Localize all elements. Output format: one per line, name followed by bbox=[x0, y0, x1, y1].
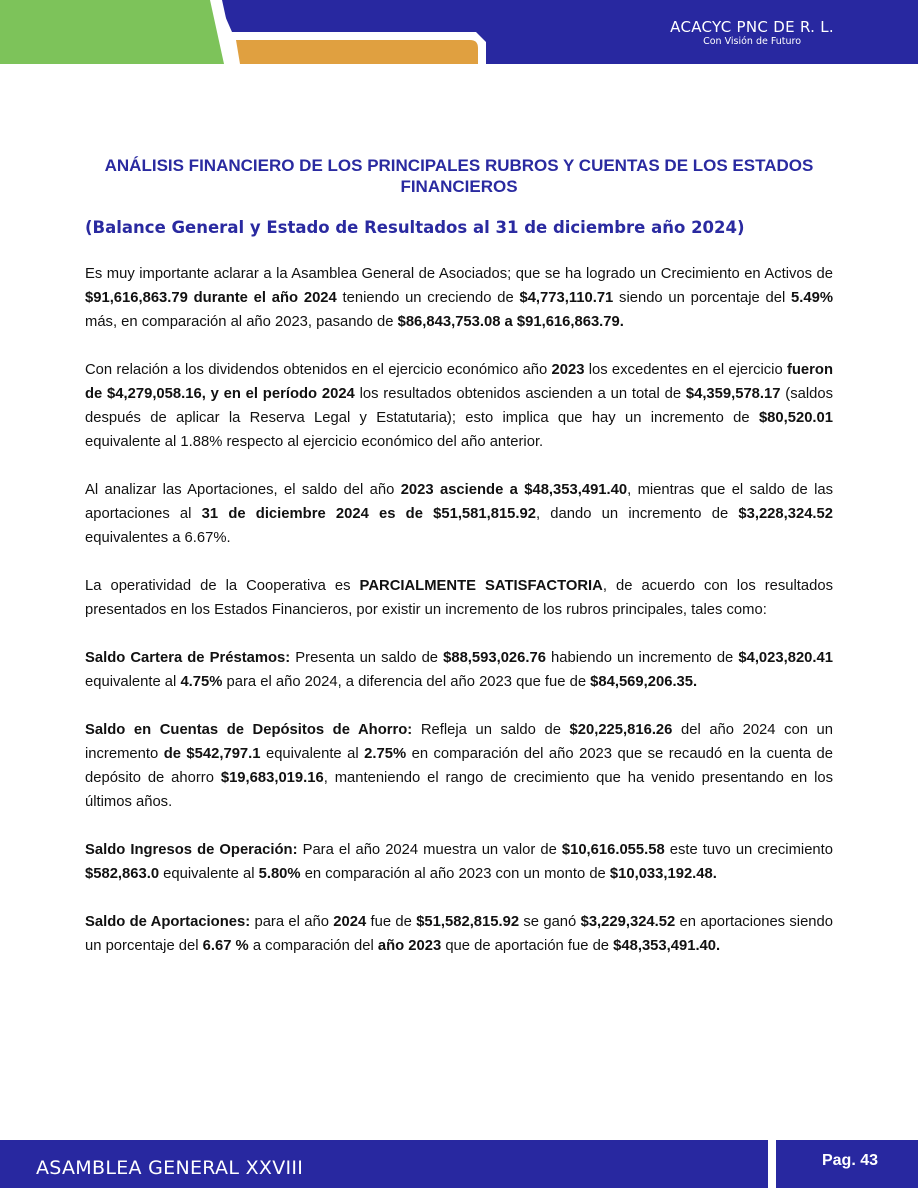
body-paragraph bbox=[85, 358, 833, 454]
text-run: los excedentes en el ejercicio bbox=[584, 362, 787, 378]
bold-text: $582,863.0 bbox=[85, 866, 160, 882]
bold-text: $4,359,578.17 bbox=[685, 386, 781, 402]
brand bbox=[670, 18, 834, 48]
text-run: se ganó bbox=[519, 914, 581, 930]
text-run: La operatividad de la Cooperativa es bbox=[85, 578, 360, 594]
bold-text: PARCIALMENTE SATISFACTORIA bbox=[359, 578, 603, 594]
bold-text: $91,616,863.79 durante el año 2024 bbox=[85, 290, 337, 306]
text-run: teniendo un creciendo de bbox=[336, 290, 520, 306]
text-run: Al analizar las Aportaciones, el saldo del año bbox=[85, 482, 401, 498]
footer-assembly-title: ASAMBLEA GENERAL XXVIII bbox=[36, 1157, 304, 1179]
text-run: siendo un porcentaje del bbox=[613, 290, 792, 306]
text-run: en comparación del año 2023 que se recaudó en la cuenta de depósito de ahorro bbox=[85, 746, 834, 786]
bold-text: Saldo Cartera de Préstamos: bbox=[85, 650, 291, 666]
text-run: equivalente al 1.88% respecto al ejercicio económico del año anterior. bbox=[85, 434, 544, 450]
body-paragraph bbox=[85, 646, 833, 694]
text-run: Con relación a los dividendos obtenidos en el ejercicio económico año bbox=[85, 362, 552, 378]
bold-text: $20,225,816.26 bbox=[569, 722, 673, 738]
bold-text: Saldo en Cuentas de Depósitos de Ahorro: bbox=[85, 722, 413, 738]
text-run: , manteniendo el rango de crecimiento que ha venido presentando en los últimos años. bbox=[85, 770, 833, 810]
text-run: en aportaciones siendo un porcentaje del bbox=[85, 914, 833, 954]
header-green-shape bbox=[0, 0, 224, 64]
bold-text: $80,520.01 bbox=[758, 410, 833, 426]
bold-text: $10,616.055.58 bbox=[561, 842, 665, 858]
bold-text: $4,023,820.41 bbox=[738, 650, 833, 666]
text-run: equivalente al bbox=[85, 674, 181, 690]
bold-text: 4.75% bbox=[180, 674, 223, 690]
brand-tagline: Con Visión de Futuro bbox=[703, 36, 802, 47]
text-run: Es muy importante aclarar a la Asamblea General de Asociados; que se ha logrado un Crecimiento en Activos de bbox=[85, 266, 833, 282]
bold-text: $88,593,026.76 bbox=[443, 650, 546, 666]
brand-name: ACACYC PNC DE R. L. bbox=[670, 18, 834, 36]
text-run: este tuvo un crecimiento bbox=[664, 842, 833, 858]
bold-text: 2023 asciende a $48,353,491.40 bbox=[400, 482, 628, 498]
body-paragraph bbox=[85, 718, 833, 814]
bold-text: 2024 bbox=[333, 914, 367, 930]
footer-white-divider bbox=[768, 1140, 776, 1188]
bold-text: 31 de diciembre 2024 es de $51,581,815.92 bbox=[201, 506, 536, 522]
body-paragraph bbox=[85, 574, 833, 622]
text-run: para el año bbox=[250, 914, 334, 930]
text-run: , dando un incremento de bbox=[536, 506, 739, 522]
bold-text: 2.75% bbox=[364, 746, 407, 762]
bold-text: de $542,797.1 bbox=[163, 746, 261, 762]
page-subtitle: (Balance General y Estado de Resultados al 31 de diciembre año 2024) bbox=[85, 218, 745, 237]
header-orange-shape bbox=[236, 40, 478, 64]
text-run: equivalente al bbox=[159, 866, 259, 882]
report-body bbox=[85, 262, 833, 982]
bold-text: 5.49% bbox=[791, 290, 834, 306]
text-run: a comparación del bbox=[248, 938, 378, 954]
text-run: , de acuerdo con los resultados presentados en los Estados Financieros, por existir un incremento de los rubros principales, tales como: bbox=[85, 578, 834, 618]
text-run: habiendo un incremento de bbox=[545, 650, 739, 666]
text-run: equivalente al bbox=[260, 746, 365, 762]
bold-text: $3,229,324.52 bbox=[580, 914, 676, 930]
text-run: Refleja un saldo de bbox=[412, 722, 570, 738]
bold-text: $3,228,324.52 bbox=[738, 506, 834, 522]
body-paragraph bbox=[85, 910, 833, 958]
bold-text: $19,683,019.16 bbox=[220, 770, 324, 786]
body-paragraph bbox=[85, 262, 833, 334]
text-run: más, en comparación al año 2023, pasando de bbox=[85, 314, 398, 330]
page-title: ANÁLISIS FINANCIERO DE LOS PRINCIPALES RUBROS Y CUENTAS DE LOS ESTADOS FINANCIEROS bbox=[104, 156, 814, 196]
bold-text: año 2023 bbox=[377, 938, 442, 954]
page-number: Pag. 43 bbox=[821, 1152, 879, 1169]
bold-text: fueron de $4,279,058.16, y en el período 2024 bbox=[85, 362, 833, 402]
bold-text: $10,033,192.48. bbox=[609, 866, 717, 882]
bold-text: $51,582,815.92 bbox=[416, 914, 520, 930]
text-run: Presenta un saldo de bbox=[290, 650, 444, 666]
bold-text: Saldo de Aportaciones: bbox=[85, 914, 251, 930]
bold-text: 2023 bbox=[551, 362, 585, 378]
text-run: para el año 2024, a diferencia del año 2023 que fue de bbox=[222, 674, 591, 690]
body-paragraph bbox=[85, 478, 833, 550]
text-run: equivalentes a 6.67%. bbox=[85, 530, 231, 546]
bold-text: $84,569,206.35. bbox=[590, 674, 698, 690]
bold-text: 6.67 % bbox=[202, 938, 249, 954]
text-run: (saldos después de aplicar la Reserva Legal y Estatutaria); esto implica que hay un incremento de bbox=[85, 386, 833, 426]
text-run: los resultados obtenidos ascienden a un total de bbox=[354, 386, 686, 402]
bold-text: $4,773,110.71 bbox=[519, 290, 614, 306]
bold-text: $48,353,491.40. bbox=[613, 938, 721, 954]
bold-text: $86,843,753.08 a $91,616,863.79. bbox=[397, 314, 624, 330]
text-run: que de aportación fue de bbox=[441, 938, 614, 954]
text-run: del año 2024 con un incremento bbox=[85, 722, 834, 762]
bold-text: 5.80% bbox=[258, 866, 301, 882]
text-run: en comparación al año 2023 con un monto de bbox=[300, 866, 610, 882]
text-run: Para el año 2024 muestra un valor de bbox=[297, 842, 562, 858]
text-run: , mientras que el saldo de las aportaciones al bbox=[85, 482, 834, 522]
body-paragraph bbox=[85, 838, 833, 886]
text-run: fue de bbox=[366, 914, 417, 930]
bold-text: Saldo Ingresos de Operación: bbox=[85, 842, 298, 858]
